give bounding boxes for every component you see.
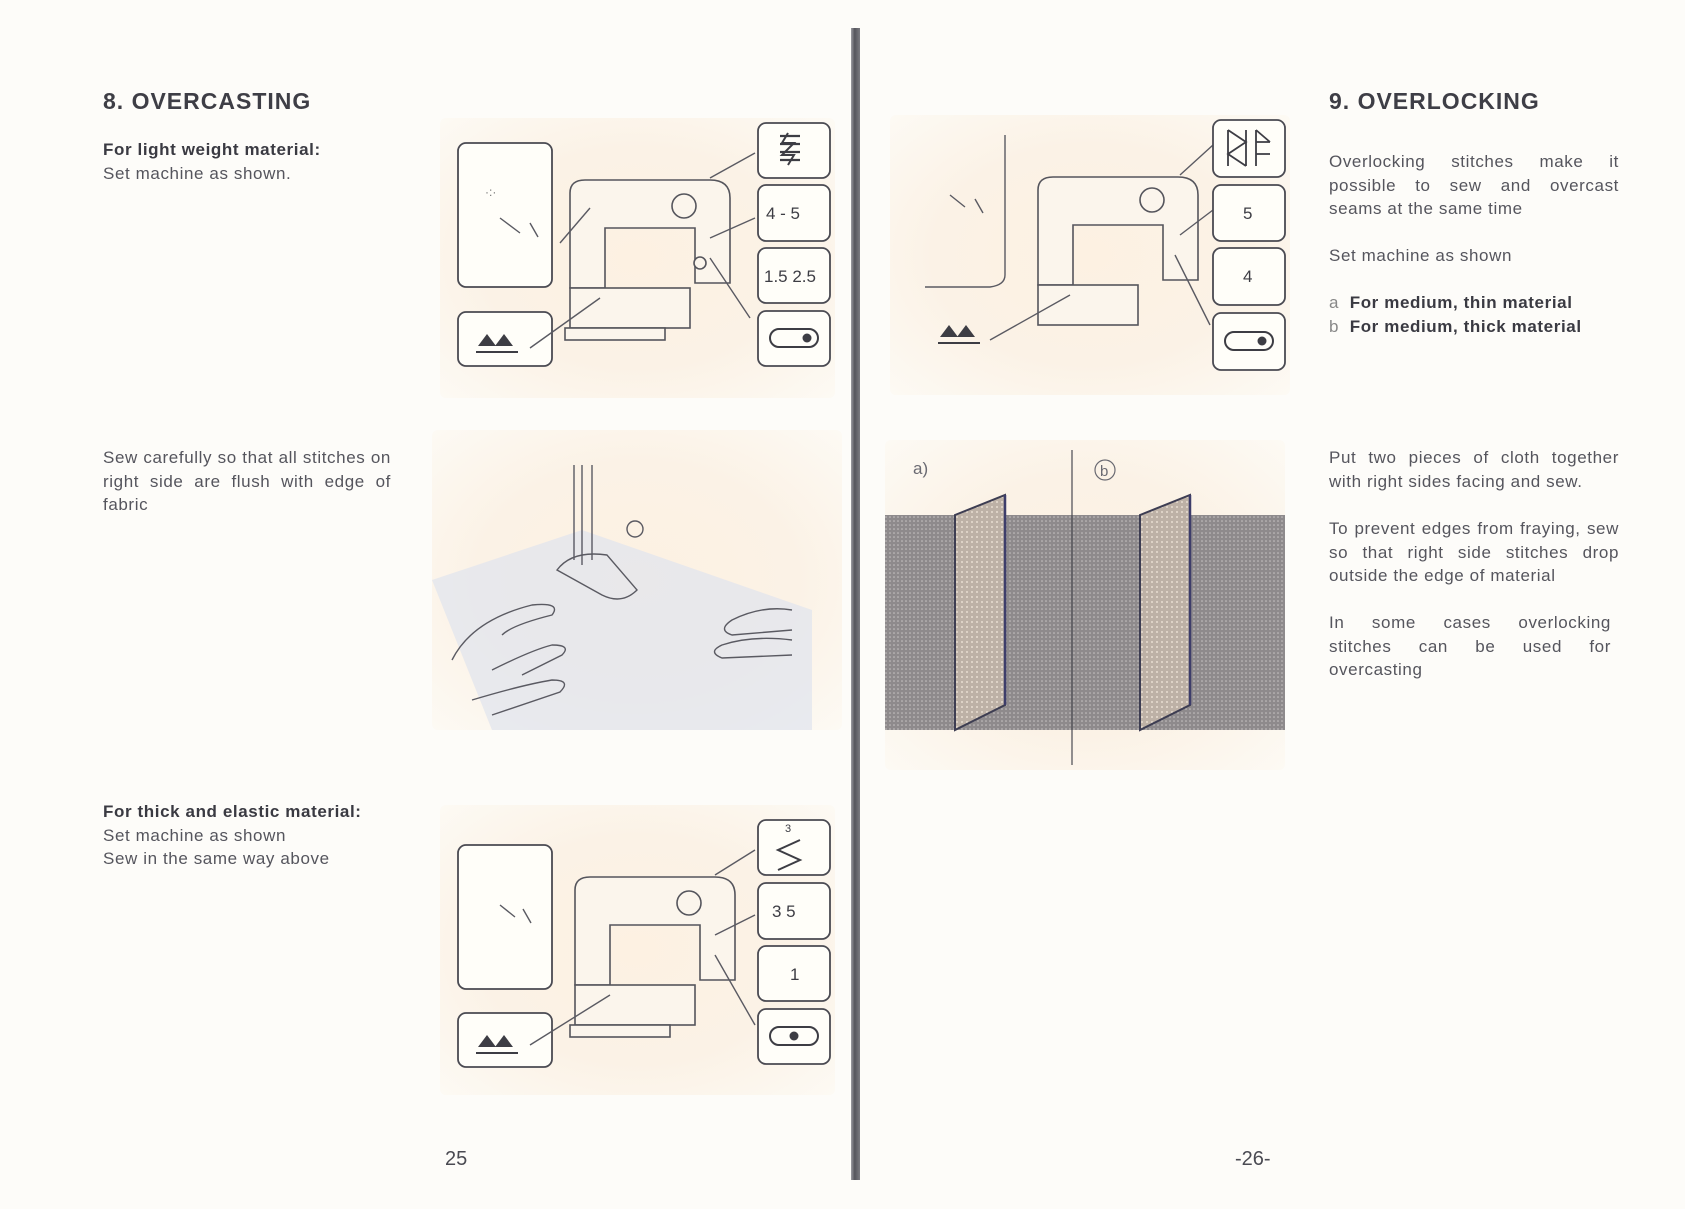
thick-material-block bbox=[103, 800, 403, 871]
machine-body-2 bbox=[575, 877, 735, 985]
option-b-label: For medium, thick material bbox=[1349, 316, 1582, 336]
needle-detail-marks: ·:· bbox=[485, 185, 497, 199]
set-machine-text: Set machine as shown bbox=[1329, 246, 1513, 265]
stitch-width-value: 4 - 5 bbox=[766, 204, 801, 223]
fabric-edge-a bbox=[955, 495, 1005, 730]
thick-material-line1: Set machine as shown bbox=[103, 825, 287, 845]
switch-knob-icon bbox=[803, 334, 812, 343]
thick-material-title: For thick and elastic material: bbox=[103, 802, 362, 821]
stitch-width-value-3: 5 bbox=[1243, 204, 1253, 223]
stitch-pattern-box bbox=[758, 123, 830, 178]
light-material-instruction: Set machine as shown. bbox=[103, 163, 292, 183]
page-number-left: 25 bbox=[445, 1148, 468, 1170]
stitch-length-value-2: 1 bbox=[790, 965, 800, 984]
machine-illustration bbox=[440, 118, 835, 398]
needle-detail-outline bbox=[925, 135, 1005, 287]
label-a: a) bbox=[913, 459, 929, 478]
option-b bbox=[1329, 315, 1629, 339]
figure-hands-sewing bbox=[432, 430, 842, 730]
section-heading-overlocking: 9. OVERLOCKING bbox=[1329, 88, 1540, 114]
instruction-para-3: In some cases overlocking stitches can be used for overcasting bbox=[1329, 613, 1611, 679]
switch-knob-icon-3 bbox=[1258, 337, 1267, 346]
section-heading-overcasting: 8. OVERCASTING bbox=[103, 88, 312, 114]
light-material-title: For light weight material: bbox=[103, 140, 321, 159]
machine-base bbox=[570, 288, 690, 328]
fabric-edge-illustration bbox=[885, 440, 1285, 770]
stitch-length-value-3: 4 bbox=[1243, 267, 1253, 286]
switch-knob-icon-2 bbox=[790, 1032, 799, 1041]
machine-illustration-thick bbox=[440, 805, 835, 1095]
figure-fabric-edges bbox=[885, 440, 1285, 770]
stitch-pattern-box-2 bbox=[758, 820, 830, 875]
figure-machine-thick bbox=[440, 805, 835, 1095]
figure-machine-light bbox=[440, 118, 835, 398]
handwheel bbox=[672, 194, 696, 218]
label-b: b bbox=[1100, 463, 1109, 480]
needle-detail-box bbox=[458, 143, 552, 287]
option-a-label: For medium, thin material bbox=[1349, 293, 1573, 312]
sew-carefully-text: Sew carefully so that all stitches on right side are flush with edge of fabric bbox=[103, 448, 391, 514]
fabric-shape bbox=[432, 530, 812, 730]
machine-body-3 bbox=[1038, 177, 1198, 285]
hands-illustration bbox=[432, 430, 842, 730]
presser-switch-box-3 bbox=[1213, 313, 1285, 370]
option-a bbox=[1329, 291, 1629, 315]
stitch-length-value: 1.5 2.5 bbox=[764, 267, 816, 286]
figure-machine-overlock bbox=[890, 115, 1290, 395]
instruction-para-1: Put two pieces of cloth together with right sides facing and sew. bbox=[1329, 448, 1619, 491]
light-material-block bbox=[103, 138, 403, 185]
overlocking-intro: Overlocking stitches make it possible to sew and overcast seams at the same time bbox=[1329, 152, 1619, 218]
option-b-letter: b bbox=[1329, 316, 1340, 336]
instruction-para-2: To prevent edges from fraying, sew so that right side stitches drop outside the edge of material bbox=[1329, 519, 1619, 585]
machine-body bbox=[570, 180, 730, 288]
page-number-right: -26- bbox=[1235, 1148, 1271, 1170]
fabric-background bbox=[885, 515, 1285, 730]
overlock-pattern-box bbox=[1213, 120, 1285, 177]
stitch-digit-label: 3 bbox=[785, 823, 792, 835]
handwheel-3 bbox=[1140, 188, 1164, 212]
option-a-letter: a bbox=[1329, 293, 1340, 312]
page-26 bbox=[855, 0, 1685, 1209]
option-list bbox=[1329, 291, 1629, 338]
feed-dog-icon-3 bbox=[940, 325, 975, 337]
handwheel-2 bbox=[677, 891, 701, 915]
needle-detail-box-2 bbox=[458, 845, 552, 989]
thick-material-line2: Sew in the same way above bbox=[103, 849, 330, 868]
presser-switch-box bbox=[758, 311, 830, 366]
fabric-edge-b bbox=[1140, 495, 1190, 730]
stitch-width-value-2: 3 5 bbox=[772, 902, 796, 921]
machine-illustration-overlock bbox=[890, 115, 1290, 395]
